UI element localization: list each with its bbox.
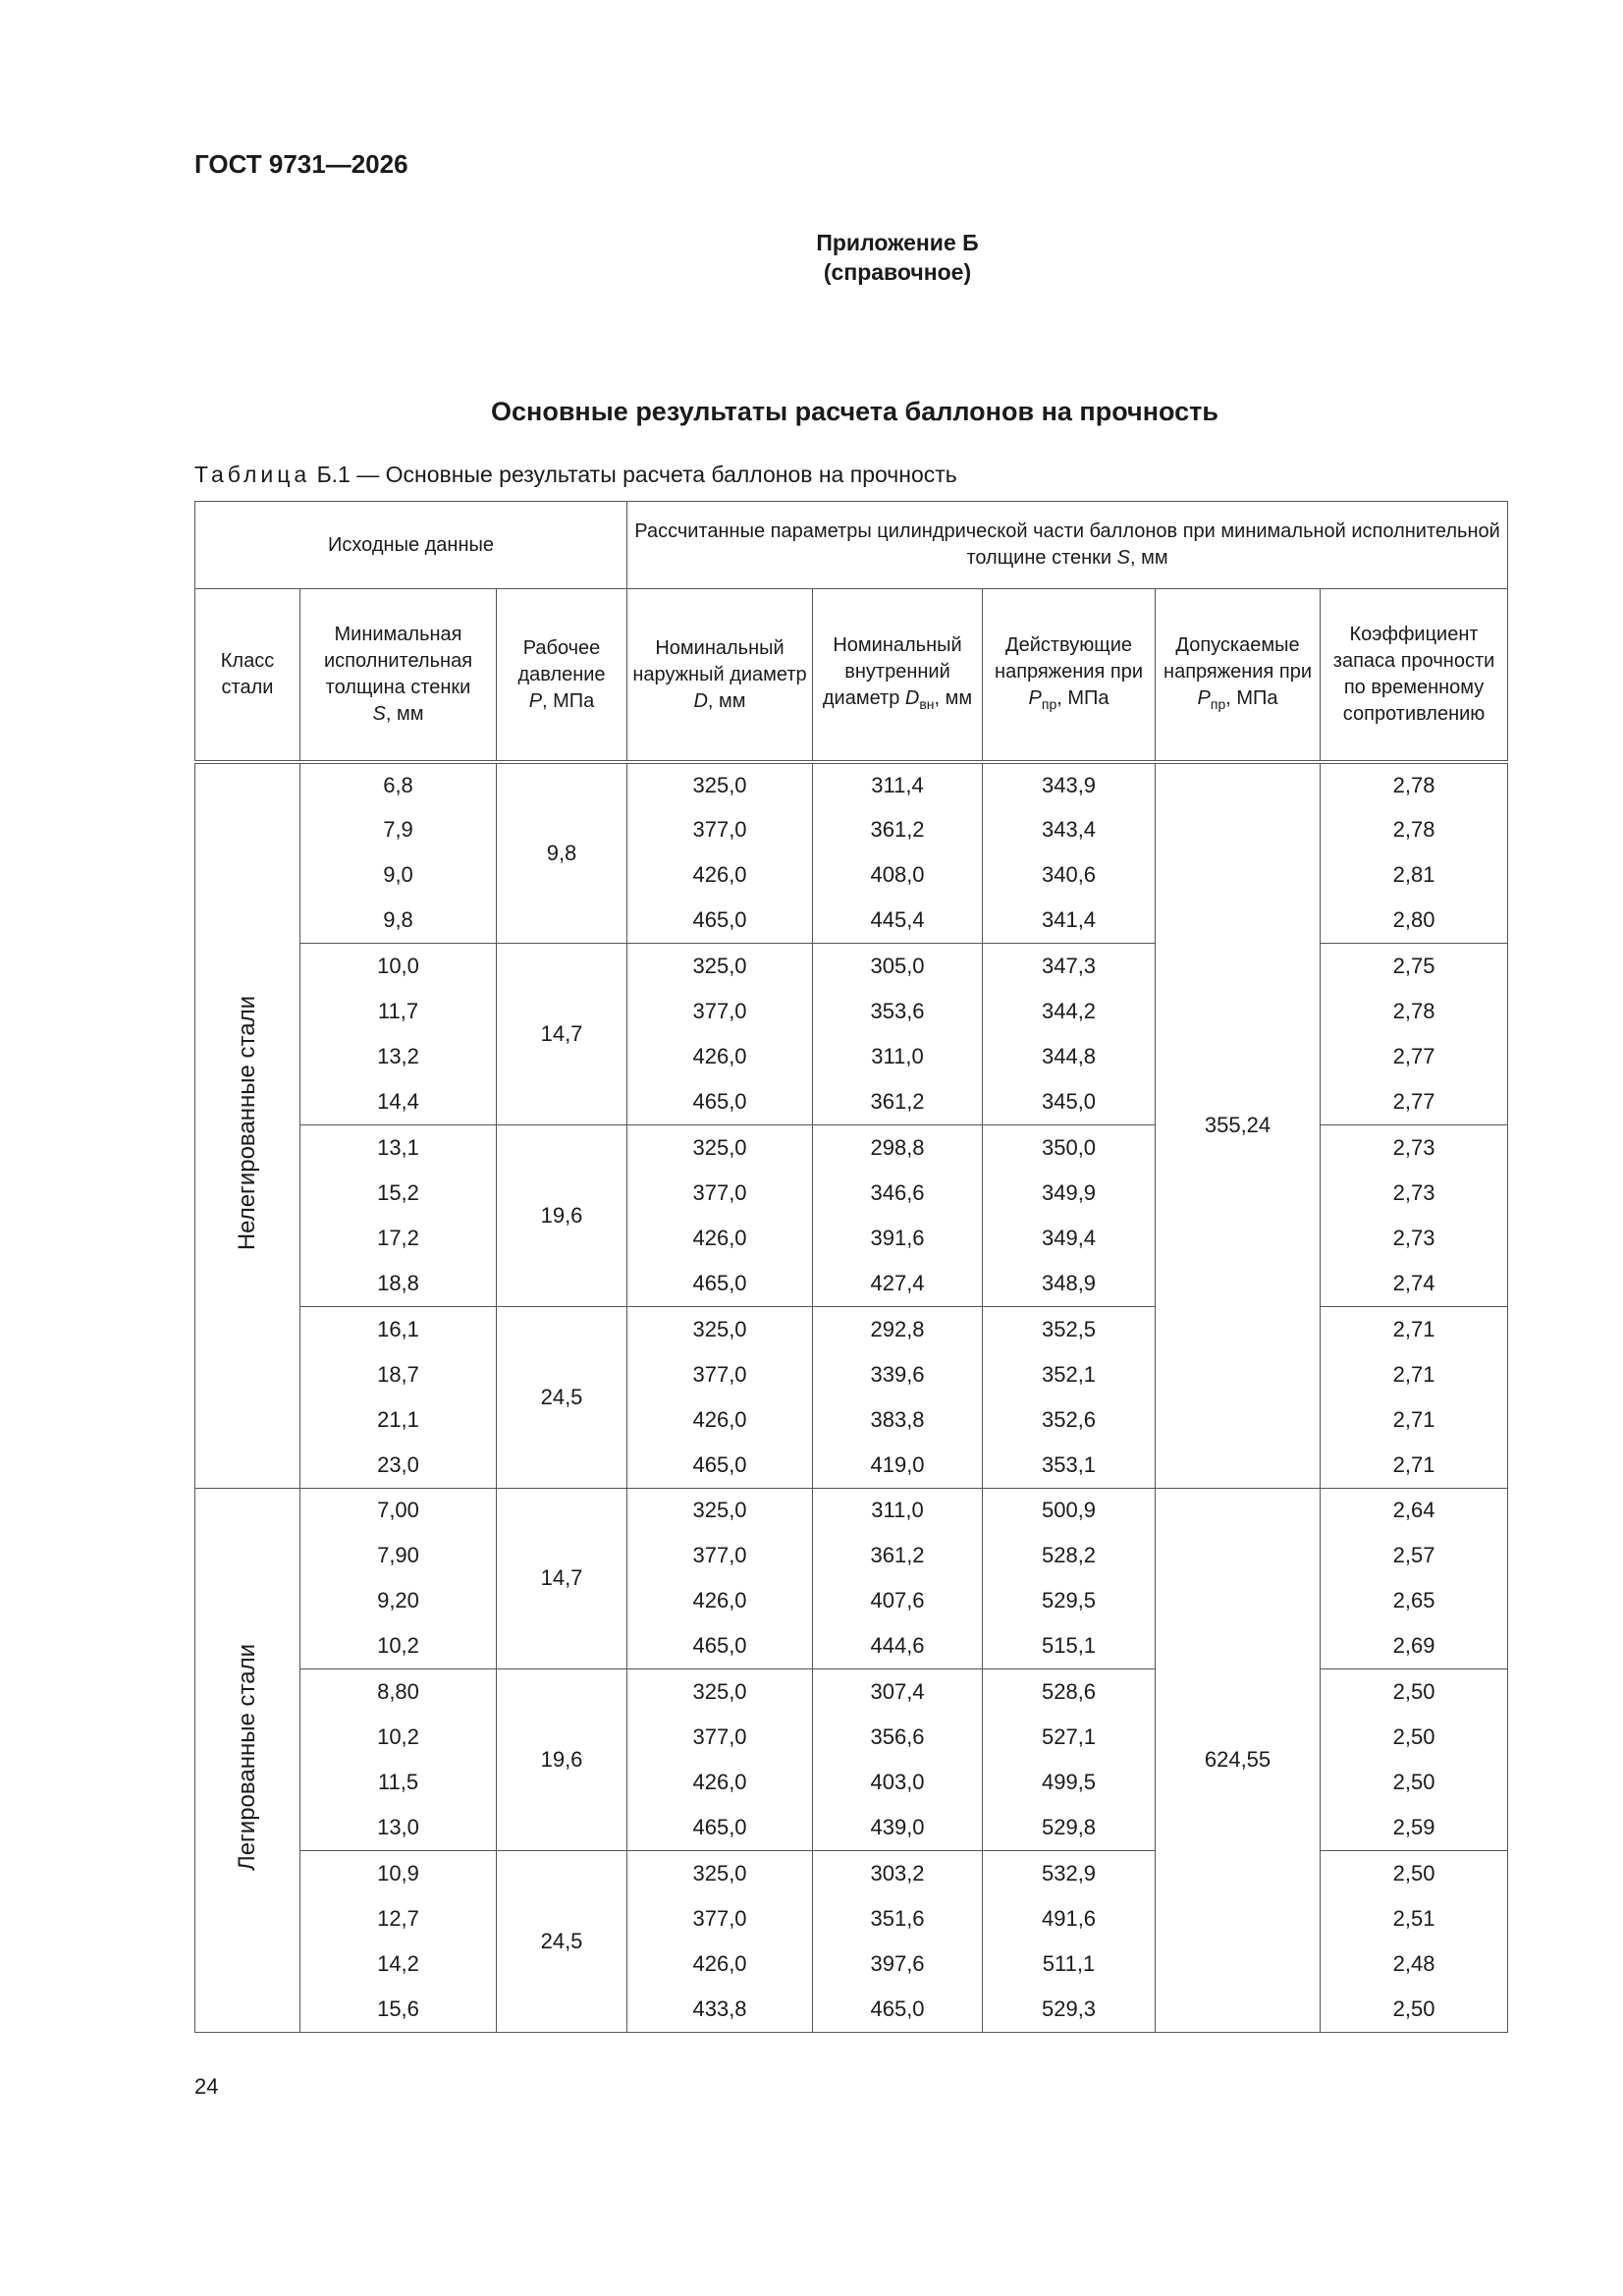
acting-stress-cell: 344,2 <box>983 989 1156 1034</box>
table-row <box>195 762 1508 807</box>
inner-diameter-cell: 292,8 <box>813 1306 983 1351</box>
safety-factor-cell: 2,50 <box>1321 1669 1508 1715</box>
outer-diameter-cell: 426,0 <box>627 1760 813 1805</box>
acting-stress-cell: 499,5 <box>983 1760 1156 1805</box>
safety-factor-cell: 2,71 <box>1321 1306 1508 1351</box>
acting-stress-cell: 349,4 <box>983 1216 1156 1261</box>
acting-stress-cell: 347,3 <box>983 944 1156 989</box>
min-thickness-cell: 12,7 <box>300 1896 497 1941</box>
annex-kind: (справочное) <box>823 259 972 285</box>
allowed-stress-cell: 624,55 <box>1156 1488 1321 2032</box>
safety-factor-cell: 2,77 <box>1321 1079 1508 1124</box>
inner-diameter-cell: 403,0 <box>813 1760 983 1805</box>
safety-factor-cell: 2,74 <box>1321 1261 1508 1306</box>
min-thickness-cell: 18,8 <box>300 1261 497 1306</box>
work-pressure-cell: 19,6 <box>497 1669 627 1851</box>
safety-factor-cell: 2,51 <box>1321 1896 1508 1941</box>
inner-diameter-cell: 356,6 <box>813 1715 983 1760</box>
min-thickness-cell: 7,90 <box>300 1533 497 1578</box>
outer-diameter-cell: 465,0 <box>627 1443 813 1488</box>
outer-diameter-cell: 465,0 <box>627 899 813 944</box>
outer-diameter-cell: 325,0 <box>627 1306 813 1351</box>
min-thickness-cell: 10,2 <box>300 1715 497 1760</box>
inner-diameter-cell: 339,6 <box>813 1351 983 1396</box>
work-pressure-cell: 14,7 <box>497 1488 627 1669</box>
strength-results-table <box>194 501 1508 2033</box>
safety-factor-cell: 2,50 <box>1321 1851 1508 1896</box>
inner-diameter-cell: 361,2 <box>813 807 983 852</box>
table-caption-text: Б.1 — Основные результаты расчета баллонов на прочность <box>316 462 957 487</box>
table-caption <box>194 462 957 488</box>
safety-factor-cell: 2,69 <box>1321 1624 1508 1669</box>
inner-diameter-cell: 465,0 <box>813 1987 983 2032</box>
min-thickness-cell: 13,2 <box>300 1034 497 1079</box>
col-header-acting-stress-text: Действующие напряжения при <box>995 633 1143 683</box>
acting-stress-cell: 511,1 <box>983 1941 1156 1987</box>
outer-diameter-cell: 465,0 <box>627 1261 813 1306</box>
min-thickness-cell: 10,0 <box>300 944 497 989</box>
work-pressure-cell: 24,5 <box>497 1851 627 2033</box>
min-thickness-cell: 13,1 <box>300 1125 497 1171</box>
acting-stress-cell: 529,3 <box>983 1987 1156 2032</box>
acting-stress-cell: 527,1 <box>983 1715 1156 1760</box>
work-pressure-cell: 24,5 <box>497 1306 627 1488</box>
inner-diameter-cell: 311,0 <box>813 1488 983 1533</box>
safety-factor-cell: 2,64 <box>1321 1488 1508 1533</box>
inner-diameter-cell: 346,6 <box>813 1171 983 1216</box>
safety-factor-cell: 2,73 <box>1321 1171 1508 1216</box>
col-header-steel-class <box>195 589 300 763</box>
safety-factor-cell: 2,73 <box>1321 1125 1508 1171</box>
safety-factor-cell: 2,80 <box>1321 899 1508 944</box>
min-thickness-cell: 9,20 <box>300 1578 497 1623</box>
min-thickness-cell: 23,0 <box>300 1443 497 1488</box>
outer-diameter-cell: 465,0 <box>627 1805 813 1850</box>
safety-factor-cell: 2,57 <box>1321 1533 1508 1578</box>
safety-factor-cell: 2,71 <box>1321 1351 1508 1396</box>
safety-factor-cell: 2,78 <box>1321 762 1508 807</box>
inner-diameter-cell: 391,6 <box>813 1216 983 1261</box>
acting-stress-cell: 352,5 <box>983 1306 1156 1351</box>
inner-diameter-cell: 298,8 <box>813 1125 983 1171</box>
inner-diameter-cell: 445,4 <box>813 899 983 944</box>
work-pressure-cell: 14,7 <box>497 944 627 1125</box>
outer-diameter-cell: 465,0 <box>627 1624 813 1669</box>
outer-diameter-cell: 377,0 <box>627 1533 813 1578</box>
outer-diameter-cell: 426,0 <box>627 1397 813 1443</box>
safety-factor-cell: 2,78 <box>1321 989 1508 1034</box>
safety-factor-cell: 2,71 <box>1321 1443 1508 1488</box>
acting-stress-cell: 353,1 <box>983 1443 1156 1488</box>
safety-factor-cell: 2,59 <box>1321 1805 1508 1850</box>
inner-diameter-cell: 351,6 <box>813 1896 983 1941</box>
acting-stress-cell: 528,2 <box>983 1533 1156 1578</box>
min-thickness-cell: 9,0 <box>300 852 497 898</box>
outer-diameter-cell: 377,0 <box>627 1171 813 1216</box>
steel-class-label: Легированные стали <box>234 1643 260 1871</box>
outer-diameter-cell: 433,8 <box>627 1987 813 2032</box>
outer-diameter-cell: 325,0 <box>627 762 813 807</box>
acting-stress-cell: 340,6 <box>983 852 1156 898</box>
acting-stress-cell: 529,5 <box>983 1578 1156 1623</box>
outer-diameter-cell: 377,0 <box>627 1715 813 1760</box>
inner-diameter-cell: 383,8 <box>813 1397 983 1443</box>
col-header-work-pressure-text: Рабочее давление <box>517 636 606 685</box>
acting-stress-cell: 352,6 <box>983 1397 1156 1443</box>
results-table-body <box>195 762 1508 2032</box>
min-thickness-cell: 14,4 <box>300 1079 497 1124</box>
min-thickness-cell: 10,9 <box>300 1851 497 1896</box>
annex-heading <box>0 228 1623 287</box>
acting-stress-cell: 344,8 <box>983 1034 1156 1079</box>
section-title <box>0 397 1623 427</box>
inner-diameter-cell: 361,2 <box>813 1533 983 1578</box>
inner-diameter-cell: 311,4 <box>813 762 983 807</box>
acting-stress-cell: 532,9 <box>983 1851 1156 1896</box>
acting-stress-cell: 528,6 <box>983 1669 1156 1715</box>
min-thickness-cell: 15,2 <box>300 1171 497 1216</box>
acting-stress-cell: 343,9 <box>983 762 1156 807</box>
outer-diameter-cell: 325,0 <box>627 944 813 989</box>
safety-factor-cell: 2,65 <box>1321 1578 1508 1623</box>
group-header-calc-text: Рассчитанные параметры цилиндрической части баллонов при минимальной исполнительной толщине стенки <box>634 520 1500 569</box>
steel-class-cell <box>195 1488 300 2032</box>
results-table-wrap <box>194 501 1508 2033</box>
outer-diameter-cell: 426,0 <box>627 1216 813 1261</box>
outer-diameter-cell: 426,0 <box>627 1941 813 1987</box>
outer-diameter-cell: 377,0 <box>627 989 813 1034</box>
min-thickness-cell: 8,80 <box>300 1669 497 1715</box>
min-thickness-cell: 7,9 <box>300 807 497 852</box>
inner-diameter-cell: 311,0 <box>813 1034 983 1079</box>
safety-factor-cell: 2,77 <box>1321 1034 1508 1079</box>
outer-diameter-cell: 426,0 <box>627 852 813 898</box>
section-title-text: Основные результаты расчета баллонов на прочность <box>491 397 1218 426</box>
outer-diameter-cell: 325,0 <box>627 1669 813 1715</box>
table-caption-prefix: Таблица <box>194 462 311 487</box>
outer-diameter-cell: 377,0 <box>627 1896 813 1941</box>
safety-factor-cell: 2,48 <box>1321 1941 1508 1987</box>
safety-factor-cell: 2,75 <box>1321 944 1508 989</box>
col-header-outer-diameter-text: Номинальный наружный диаметр <box>632 636 807 685</box>
min-thickness-cell: 13,0 <box>300 1805 497 1850</box>
col-header-outer-diameter: Номинальный наружный диаметр D, мм <box>627 589 813 763</box>
inner-diameter-cell: 303,2 <box>813 1851 983 1896</box>
inner-diameter-cell: 439,0 <box>813 1805 983 1850</box>
min-thickness-cell: 6,8 <box>300 762 497 807</box>
acting-stress-cell: 352,1 <box>983 1351 1156 1396</box>
outer-diameter-cell: 325,0 <box>627 1851 813 1896</box>
page-number: 24 <box>194 2074 219 2099</box>
acting-stress-cell: 341,4 <box>983 899 1156 944</box>
col-header-inner-diameter: Номинальный внутренний диаметр $D_{вн}$, мм <box>813 589 983 763</box>
acting-stress-cell: 350,0 <box>983 1125 1156 1171</box>
inner-diameter-cell: 353,6 <box>813 989 983 1034</box>
min-thickness-cell: 15,6 <box>300 1987 497 2032</box>
outer-diameter-cell: 325,0 <box>627 1488 813 1533</box>
min-thickness-cell: 7,00 <box>300 1488 497 1533</box>
acting-stress-cell: 343,4 <box>983 807 1156 852</box>
min-thickness-cell: 9,8 <box>300 899 497 944</box>
col-header-allowed-stress-text: Допускаемые напряжения при <box>1163 633 1312 683</box>
safety-factor-cell: 2,50 <box>1321 1760 1508 1805</box>
work-pressure-cell: 19,6 <box>497 1125 627 1307</box>
group-header-calc: Рассчитанные параметры цилиндрической части баллонов при минимальной исполнительной толщине стенки S, мм <box>627 502 1508 589</box>
outer-diameter-cell: 426,0 <box>627 1034 813 1079</box>
steel-class-cell <box>195 762 300 1488</box>
col-header-inner-diameter-text: Номинальный внутренний диаметр <box>822 633 962 709</box>
inner-diameter-cell: 427,4 <box>813 1261 983 1306</box>
table-row <box>195 1488 1508 1533</box>
inner-diameter-cell: 305,0 <box>813 944 983 989</box>
min-thickness-cell: 10,2 <box>300 1624 497 1669</box>
inner-diameter-cell: 444,6 <box>813 1624 983 1669</box>
acting-stress-cell: 515,1 <box>983 1624 1156 1669</box>
outer-diameter-cell: 377,0 <box>627 807 813 852</box>
acting-stress-cell: 348,9 <box>983 1261 1156 1306</box>
col-header-safety-factor-text: Коэффициент запаса прочности по временному сопротивлению <box>1332 624 1495 725</box>
col-header-acting-stress: Действующие напряжения при $P_{пр}$, МПа <box>983 589 1156 763</box>
acting-stress-cell: 345,0 <box>983 1079 1156 1124</box>
acting-stress-cell: 500,9 <box>983 1488 1156 1533</box>
inner-diameter-cell: 397,6 <box>813 1941 983 1987</box>
annex-title: Приложение Б <box>816 230 979 255</box>
min-thickness-cell: 21,1 <box>300 1397 497 1443</box>
col-header-work-pressure: Рабочее давление P, МПа <box>497 589 627 763</box>
inner-diameter-cell: 361,2 <box>813 1079 983 1124</box>
min-thickness-cell: 18,7 <box>300 1351 497 1396</box>
min-thickness-cell: 17,2 <box>300 1216 497 1261</box>
col-header-safety-factor <box>1321 589 1508 763</box>
group-header-source: Исходные данные <box>195 502 627 589</box>
col-header-steel-class-text: Класс стали <box>220 650 275 698</box>
inner-diameter-cell: 307,4 <box>813 1669 983 1715</box>
document-code: ГОСТ 9731—2026 <box>194 149 408 179</box>
inner-diameter-cell: 408,0 <box>813 852 983 898</box>
col-header-min-thickness-text: Минимальная исполнительная толщина стенки <box>323 624 473 698</box>
acting-stress-cell: 529,8 <box>983 1805 1156 1850</box>
min-thickness-cell: 11,7 <box>300 989 497 1034</box>
safety-factor-cell: 2,78 <box>1321 807 1508 852</box>
acting-stress-cell: 491,6 <box>983 1896 1156 1941</box>
outer-diameter-cell: 325,0 <box>627 1125 813 1171</box>
safety-factor-cell: 2,71 <box>1321 1397 1508 1443</box>
col-header-allowed-stress: Допускаемые напряжения при $P_{пр}$, МПа <box>1156 589 1321 763</box>
outer-diameter-cell: 426,0 <box>627 1578 813 1623</box>
safety-factor-cell: 2,50 <box>1321 1715 1508 1760</box>
inner-diameter-cell: 419,0 <box>813 1443 983 1488</box>
min-thickness-cell: 11,5 <box>300 1760 497 1805</box>
safety-factor-cell: 2,50 <box>1321 1987 1508 2032</box>
safety-factor-cell: 2,73 <box>1321 1216 1508 1261</box>
work-pressure-cell: 9,8 <box>497 762 627 944</box>
min-thickness-cell: 14,2 <box>300 1941 497 1987</box>
min-thickness-cell: 16,1 <box>300 1306 497 1351</box>
allowed-stress-cell: 355,24 <box>1156 762 1321 1488</box>
acting-stress-cell: 349,9 <box>983 1171 1156 1216</box>
safety-factor-cell: 2,81 <box>1321 852 1508 898</box>
outer-diameter-cell: 377,0 <box>627 1351 813 1396</box>
col-header-min-thickness: Минимальная исполнительная толщина стенки S, мм <box>300 589 497 763</box>
outer-diameter-cell: 465,0 <box>627 1079 813 1124</box>
steel-class-label: Нелегированные стали <box>234 995 260 1250</box>
inner-diameter-cell: 407,6 <box>813 1578 983 1623</box>
